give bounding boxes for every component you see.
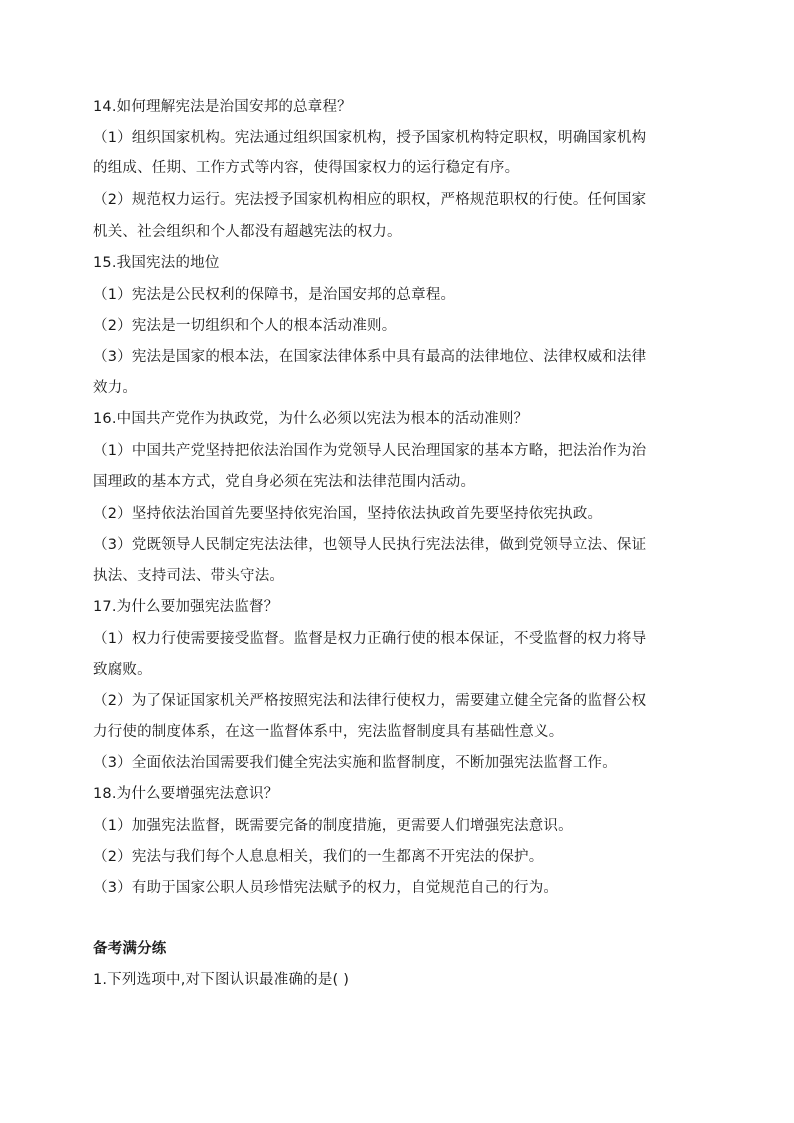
question-14-answer-1-line-1: （1）组织国家机构。宪法通过组织国家机构，授予国家机构特定职权，明确国家机构: [93, 130, 647, 146]
question-15-heading: 15.我国宪法的地位: [93, 255, 220, 271]
question-17-answer-2-line-1: （2）为了保证国家机关严格按照宪法和法律行使权力，需要建立健全完备的监督公权: [93, 693, 647, 709]
exercise-question-1: 1.下列选项中,对下图认识最准确的是( ): [93, 972, 350, 988]
question-18-answer-2: （2）宪法与我们每个人息息相关，我们的一生都离不开宪法的保护。: [93, 849, 544, 865]
question-14-heading: 14.如何理解宪法是治国安邦的总章程？: [93, 99, 352, 115]
question-18-answer-1: （1）加强宪法监督，既需要完备的制度措施，更需要人们增强宪法意识。: [93, 818, 573, 834]
question-16-answer-1-line-1: （1）中国共产党坚持把依法治国作为党领导人民治理国家的基本方略，把法治作为治: [93, 443, 647, 459]
question-15-answer-1: （1）宪法是公民权利的保障书，是治国安邦的总章程。: [93, 287, 456, 303]
section-title: 备考满分练: [93, 941, 167, 957]
question-14-answer-1-line-2: 的组成、任期、工作方式等内容，使得国家权力的运行稳定有序。: [93, 160, 520, 176]
question-15-answer-3-line-1: （3）宪法是国家的根本法，在国家法律体系中具有最高的法律地位、法律权威和法律: [93, 349, 647, 365]
question-14-answer-2-line-1: （2）规范权力运行。宪法授予国家机构相应的职权，严格规范职权的行使。任何国家: [93, 192, 647, 208]
question-18-heading: 18.为什么要增强宪法意识？: [93, 786, 279, 802]
question-15-answer-3-line-2: 效力。: [93, 380, 138, 396]
question-17-answer-1-line-2: 致腐败。: [93, 662, 152, 678]
question-17-answer-3: （3）全面依法治国需要我们健全宪法实施和监督制度，不断加强宪法监督工作。: [93, 755, 617, 771]
question-16-answer-1-line-2: 国理政的基本方式，党自身必须在宪法和法律范围内活动。: [93, 474, 476, 490]
question-17-answer-1-line-1: （1）权力行使需要接受监督。监督是权力正确行使的根本保证，不受监督的权力将导: [93, 631, 647, 647]
question-16-answer-3-line-1: （3）党既领导人民制定宪法法律，也领导人民执行宪法法律，做到党领导立法、保证: [93, 537, 647, 553]
question-16-answer-2: （2）坚持依法治国首先要坚持依宪治国，坚持依法执政首先要坚持依宪执政。: [93, 506, 603, 522]
question-17-heading: 17.为什么要加强宪法监督？: [93, 599, 279, 615]
question-17-answer-2-line-2: 力行使的制度体系，在这一监督体系中，宪法监督制度具有基础性意义。: [93, 724, 564, 740]
question-16-answer-3-line-2: 执法、支持司法、带头守法。: [93, 568, 285, 584]
question-15-answer-2: （2）宪法是一切组织和个人的根本活动准则。: [93, 318, 397, 334]
question-18-answer-3: （3）有助于国家公职人员珍惜宪法赋予的权力，自觉规范自己的行为。: [93, 880, 559, 896]
question-14-answer-2-line-2: 机关、社会组织和个人都没有超越宪法的权力。: [93, 224, 402, 240]
question-16-heading: 16.中国共产党作为执政党，为什么必须以宪法为根本的活动准则？: [93, 411, 529, 427]
